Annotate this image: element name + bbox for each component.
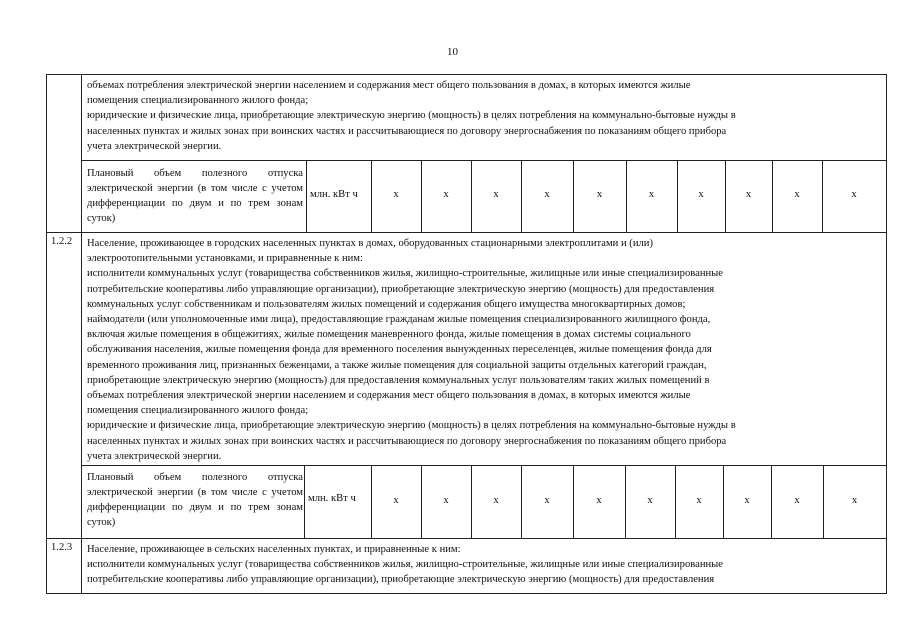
text-line: юридические и физические лица, приобретающие электрическую энергию (мощность) в целях потребления на коммунально-бытовые нужды в (87, 420, 736, 432)
text-line: исполнители коммунальных услуг (товарищества собственников жилья, жилищно-строительные, жилищные или иные специализированные (87, 268, 723, 280)
value-cell: х (794, 189, 800, 200)
row-divider (81, 465, 886, 466)
text-line: населенных пунктах и жилых зонах при воинских частях и рассчитывающиеся по договору энергоснабжения по показаниям общего прибора (87, 125, 727, 137)
text-line: электроотопительными установками, и приравненные к ним: (87, 253, 363, 265)
text-line: объемах потребления электрической энергии населением и содержания мест общего пользования в домах, в которых имеются жилые (87, 80, 691, 91)
value-cell: х (596, 494, 602, 506)
value-cell: х (493, 494, 499, 506)
page-number: 10 (447, 46, 458, 58)
value-cell: х (493, 189, 499, 200)
value-cell: х (443, 189, 449, 200)
value-cell: х (851, 494, 858, 506)
row-divider (47, 74, 886, 75)
text-line: потребительские кооперативы либо управляющие организации), приобретающие электрическую энергию (мощность) для предоставления (87, 574, 715, 586)
text-line: потребительские кооперативы либо управляющие организации), приобретающие электрическую энергию (мощность) для предоставления (87, 283, 715, 295)
text-line: обслуживания населения, жилые помещения фонда для временного поселения вынужденных переселенцев, жилые помещения фонда для (87, 344, 712, 356)
section-number: 1.2.3 (51, 542, 73, 553)
text-line: помещения специализированного жилого фонда; (87, 405, 309, 417)
value-cell: х (648, 189, 655, 200)
value-cell: х (744, 494, 750, 506)
text-line: объемах потребления электрической энергии населением и содержания мест общего пользования в домах, в которых имеются жилые (87, 390, 691, 402)
value-cell: х (443, 494, 449, 506)
text-line: населенных пунктах и жилых зонах при воинских частях и рассчитывающиеся по договору энергоснабжения по показаниям общего прибора (87, 435, 727, 447)
column-divider (81, 74, 82, 593)
text-line: исполнители коммунальных услуг (товарищества собственников жилья, жилищно-строительные, жилищные или иные специализированные (87, 559, 723, 571)
value-cell: х (696, 494, 702, 506)
unit-cell: млн. кВт ч (308, 493, 356, 504)
text-line: юридические и физические лица, приобретающие электрическую энергию (мощность) в целях потребления на коммунально-бытовые нужды в (87, 110, 736, 122)
plan-row-label: Плановый объем полезного отпуска электрической энергии (в том числе с учетом дифференциации по двум и по трем зонам суток) (87, 168, 303, 224)
text-line: включая жилые помещения в общежитиях, жилые помещения маневренного фонда, жилые помещения в домах системы социального (87, 329, 691, 341)
text-line: помещения специализированного жилого фонда; (87, 95, 309, 107)
value-cell: х (393, 189, 399, 200)
text-line: приобретающие электрическую энергию (мощность) для предоставления коммунальных услуг пользователям таких жилых помещений в (87, 374, 710, 386)
text-line: Население, проживающее в городских населенных пунктах в домах, оборудованных стационарными электроплитами и (или) (87, 238, 653, 249)
value-cell: х (393, 494, 399, 506)
value-cell: х (745, 189, 752, 200)
section-text (87, 542, 880, 588)
plan-row-label: Плановый объем полезного отпуска электрической энергии (в том числе с учетом дифференциации по двум и по трем зонам суток) (87, 472, 303, 528)
value-cell: х (794, 494, 800, 506)
text-line: коммунальных услуг собственникам и пользователям жилых помещений и содержания общего имущества многоквартирных домов; (87, 298, 686, 310)
row-divider (47, 538, 886, 539)
text-line: учета электрической энергии. (87, 450, 222, 462)
tariff-table (46, 74, 887, 594)
text-line: учета электрической энергии. (87, 140, 222, 152)
value-cell: х (544, 189, 550, 200)
continued-text-block (87, 78, 880, 154)
column-divider (304, 465, 305, 538)
value-cell: х (544, 494, 550, 506)
row-divider (47, 232, 886, 233)
value-cell: х (596, 189, 603, 200)
value-cell: х (647, 494, 653, 506)
unit-cell: млн. кВт ч (310, 189, 358, 200)
text-line: Население, проживающее в сельских населенных пунктах, и приравненные к ним: (87, 544, 461, 555)
section-text (87, 236, 880, 464)
value-cell: х (698, 189, 704, 200)
column-divider (306, 160, 307, 232)
text-line: временного проживания лиц, признанных беженцами, а также жилые помещения для социальной защиты отдельных категорий граждан, (87, 359, 707, 371)
value-cell: х (851, 189, 857, 200)
section-number: 1.2.2 (51, 236, 73, 247)
text-line: наймодатели (или уполномоченные ими лица), предоставляющие гражданам жилые помещения специализированного жилищного фонда, (87, 314, 711, 326)
row-divider (81, 160, 886, 161)
